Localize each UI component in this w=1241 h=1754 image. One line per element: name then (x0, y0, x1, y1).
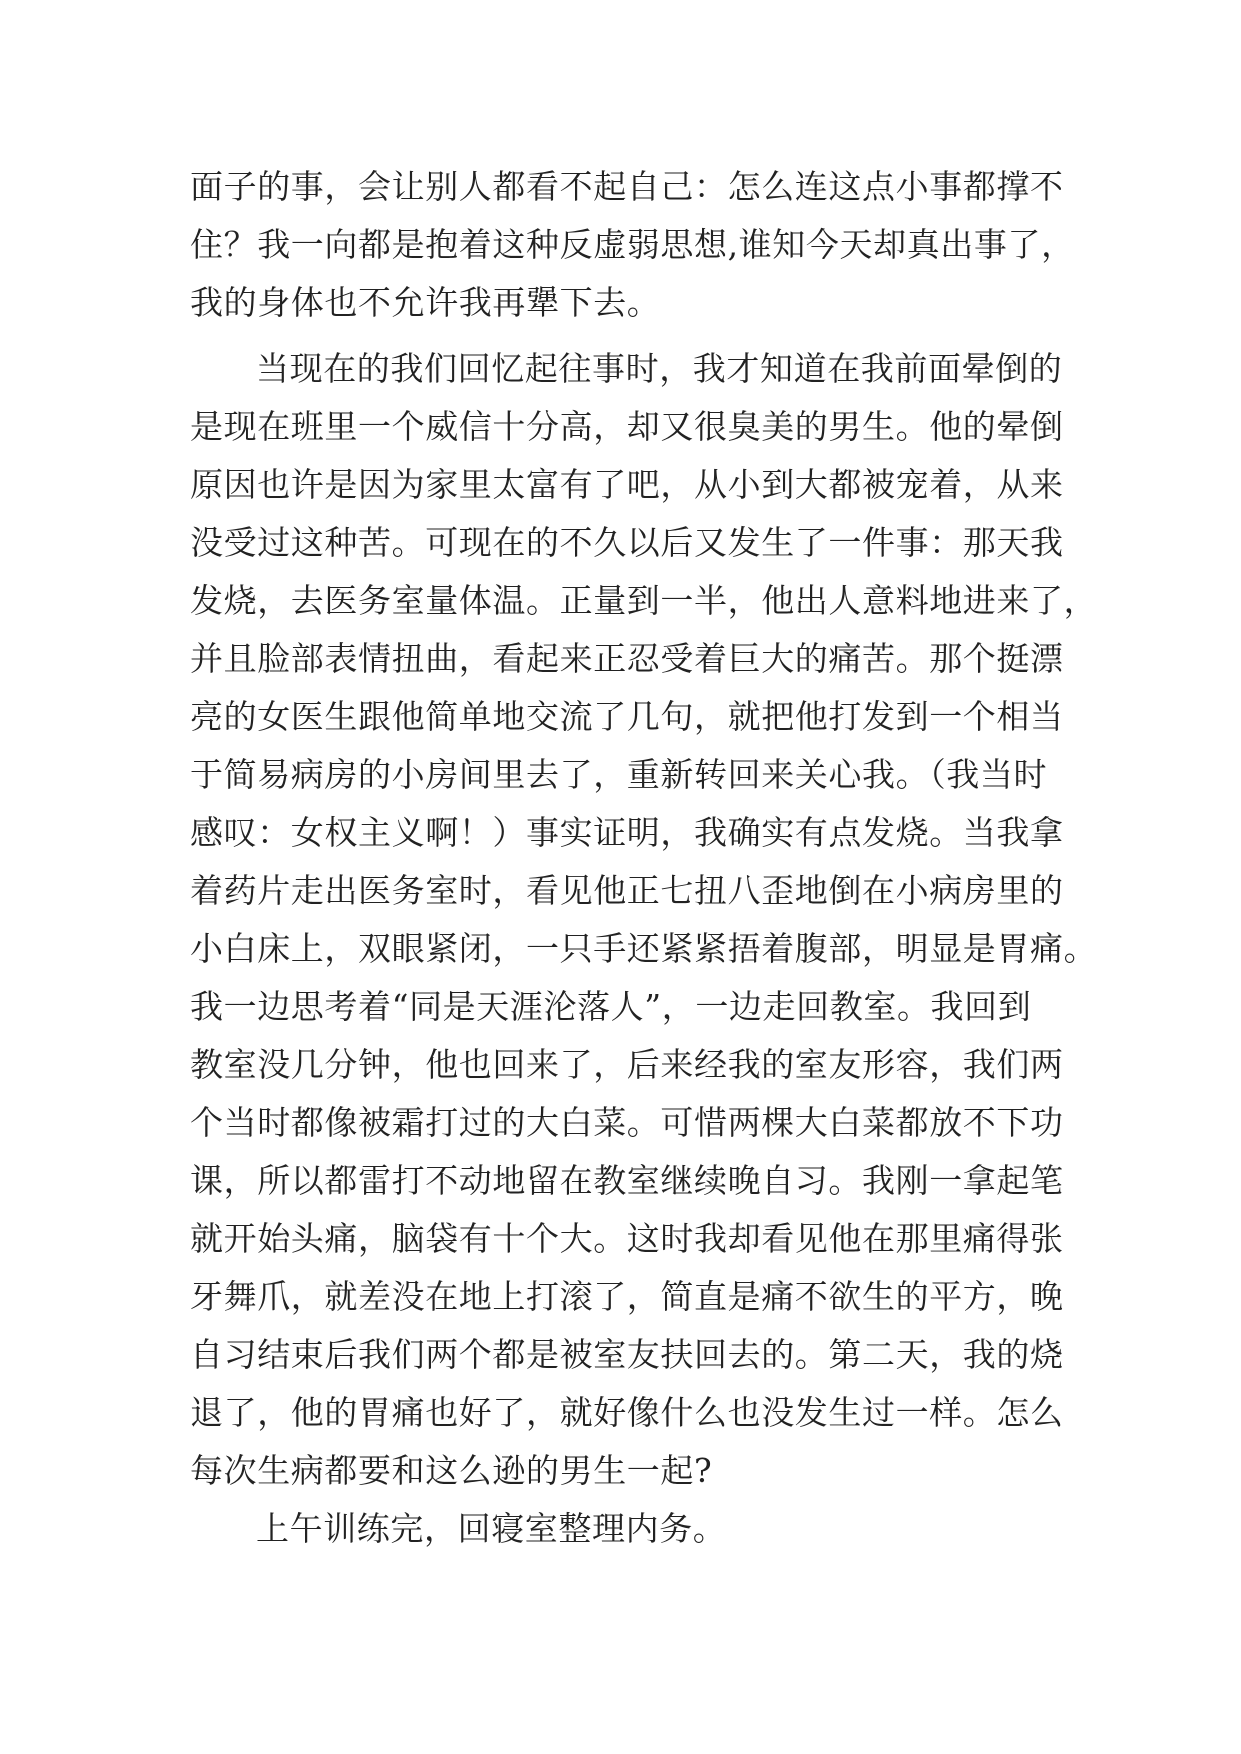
paragraph-3 (190, 1500, 1090, 1558)
text-line: 就开始头痛，脑袋有十个大。这时我却看见他在那里痛得张 (190, 1219, 1064, 1258)
text-line: 面子的事，会让别人都看不起自己：怎么连这点小事都撑不 (190, 167, 1064, 206)
text-line: 每次生病都要和这么逊的男生一起? (190, 1451, 713, 1490)
text-line: 原因也许是因为家里太富有了吧，从小到大都被宠着，从来 (190, 465, 1064, 504)
text-line: 于简易病房的小房间里去了，重新转回来关心我。（我当时 (190, 755, 1048, 794)
text-line: 退了，他的胃痛也好了，就好像什么也没发生过一样。怎么 (190, 1393, 1064, 1432)
text-line: 课，所以都雷打不动地留在教室继续晚自习。我刚一拿起笔 (190, 1161, 1064, 1200)
text-line: 教室没几分钟，他也回来了，后来经我的室友形容，我们两 (190, 1045, 1064, 1084)
text-line: 小白床上，双眼紧闭，一只手还紧紧捂着腹部，明显是胃痛。 (190, 929, 1098, 968)
text-line: 是现在班里一个威信十分高，却又很臭美的男生。他的晕倒 (190, 407, 1064, 446)
paragraph-2 (190, 340, 1098, 1500)
text-line: 住？我一向都是抱着这种反虚弱思想,谁知今天却真出事了， (190, 225, 1075, 264)
text-line: 发烧，去医务室量体温。正量到一半，他出人意料地进来了， (190, 581, 1098, 620)
text-line: 牙舞爪，就差没在地上打滚了，简直是痛不欲生的平方，晚 (190, 1277, 1064, 1316)
text-line: 着药片走出医务室时，看见他正七扭八歪地倒在小病房里的 (190, 871, 1064, 910)
text-line: 没受过这种苦。可现在的不久以后又发生了一件事：那天我 (190, 523, 1064, 562)
text-line: 上午训练完，回寝室整理内务。 (256, 1509, 727, 1548)
text-line: 我一边思考着“同是天涯沦落人”，一边走回教室。我回到 (190, 987, 1032, 1026)
text-line: 亮的女医生跟他简单地交流了几句，就把他打发到一个相当 (190, 697, 1064, 736)
text-line: 我的身体也不允许我再犟下去。 (190, 283, 661, 322)
text-line: 感叹：女权主义啊！）事实证明，我确实有点发烧。当我拿 (190, 813, 1064, 852)
text-line: 并且脸部表情扭曲，看起来正忍受着巨大的痛苦。那个挺漂 (190, 639, 1064, 678)
body-text (190, 158, 1098, 1558)
text-line: 个当时都像被霜打过的大白菜。可惜两棵大白菜都放不下功 (190, 1103, 1064, 1142)
paragraph-1 (190, 158, 1090, 332)
text-line: 当现在的我们回忆起往事时，我才知道在我前面晕倒的 (256, 349, 1063, 388)
text-line: 自习结束后我们两个都是被室友扶回去的。第二天，我的烧 (190, 1335, 1064, 1374)
